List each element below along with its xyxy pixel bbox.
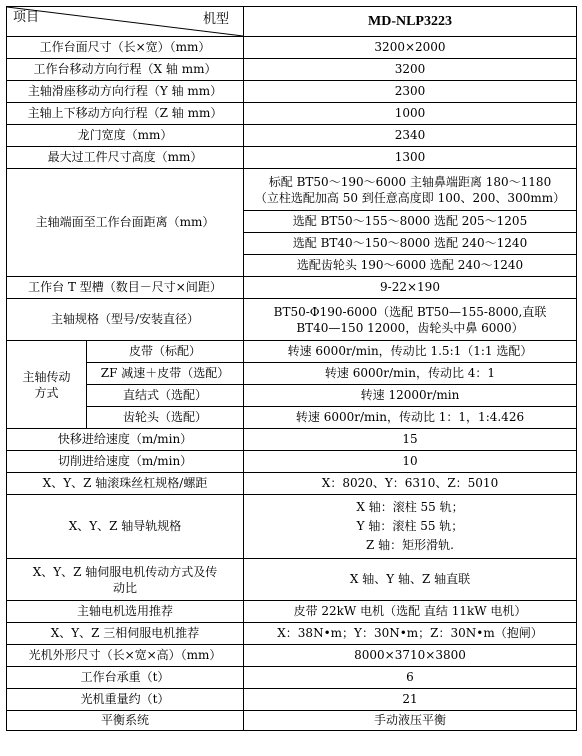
drive-label-line1: 主轴传动 — [22, 369, 71, 384]
row-value: 3200×2000 — [244, 37, 577, 59]
drive-type: 皮带（标配） — [87, 341, 244, 363]
guideway-line1: X 轴：滚柱 55 轨； — [356, 500, 464, 514]
row-value: 9-22×190 — [244, 277, 577, 299]
row-value: 皮带 22kW 电机（选配 直结 11kW 电机） — [244, 601, 577, 623]
row-value: 手动液压平衡 — [244, 711, 577, 731]
row-value: 1300 — [244, 147, 577, 169]
row-label: 工作台移动方向行程（X 轴 mm） — [7, 59, 244, 81]
drive-value: 转速 6000r/min，传动比 4：1 — [244, 363, 577, 385]
spindle-spec-line2: BT40—150 12000，齿轮头中鼻 6000） — [296, 320, 524, 335]
drive-label-line2: 方式 — [34, 385, 59, 400]
servo-drive-label — [7, 559, 244, 601]
table-row — [7, 429, 577, 451]
table-row — [7, 299, 577, 341]
row-label: 平衡系统 — [7, 711, 244, 731]
item-header-label: 项目 — [13, 10, 40, 25]
row-label: 最大过工件尺寸高度（mm） — [7, 147, 244, 169]
drive-value: 转速 6000r/min，传动比 1：1，1:4.426 — [244, 407, 577, 429]
table-row — [7, 169, 577, 211]
row-label: 工作台承重（t） — [7, 667, 244, 689]
spindle-distance-option: 选配 BT40～150～8000 选配 240～1240 — [244, 233, 577, 255]
row-label: 切削进给速度（m/min） — [7, 451, 244, 473]
drive-value: 转速 6000r/min，传动比 1.5:1（1:1 选配） — [244, 341, 577, 363]
table-row — [7, 59, 577, 81]
model-value: MD-NLP3223 — [244, 7, 577, 37]
table-row — [7, 37, 577, 59]
row-value: X 轴、Y 轴、Z 轴直联 — [244, 559, 577, 601]
row-value: X：38N•m；Y：30N•m；Z：30N•m（抱闸） — [244, 623, 577, 645]
row-value: 6 — [244, 667, 577, 689]
row-label: 光机重量约（t） — [7, 689, 244, 711]
row-value: 2300 — [244, 81, 577, 103]
drive-type: ZF 减速＋皮带（选配） — [87, 363, 244, 385]
row-label: 工作台 T 型槽（数目－尺寸×间距） — [7, 277, 244, 299]
spec-table — [6, 6, 577, 731]
table-row — [7, 385, 577, 407]
drive-label — [7, 341, 87, 429]
table-row — [7, 601, 577, 623]
table-row — [7, 147, 577, 169]
drive-type: 齿轮头（选配） — [87, 407, 244, 429]
spindle-spec-line1: BT50-Φ190-6000（选配 BT50—155-8000,直联 — [273, 304, 547, 319]
row-label: 光机外形尺寸（长×宽×高）（mm） — [7, 645, 244, 667]
model-header-label: 机型 — [202, 12, 229, 27]
row-value: 1000 — [244, 103, 577, 125]
table-row — [7, 277, 577, 299]
row-label: X、Y、Z 轴导轨规格 — [7, 495, 244, 559]
table-row — [7, 559, 577, 601]
table-row — [7, 495, 577, 559]
row-value: X：8020、Y：6310、Z：5010 — [244, 473, 577, 495]
spindle-distance-label: 主轴端面至工作台面距离（mm） — [7, 169, 244, 277]
row-label: X、Y、Z 三相伺服电机推荐 — [7, 623, 244, 645]
table-row — [7, 407, 577, 429]
row-value: 21 — [244, 689, 577, 711]
table-row — [7, 623, 577, 645]
header-diagonal-cell — [7, 7, 244, 37]
row-label: 主轴规格（型号/安装直径） — [7, 299, 244, 341]
table-row — [7, 363, 577, 385]
header-row — [7, 7, 577, 37]
spindle-spec-value — [244, 299, 577, 341]
servo-drive-label-line2: 动比 — [112, 580, 137, 595]
spindle-distance-standard-line1: 标配 BT50～190～6000 主轴鼻端距离 180～1180 — [268, 174, 552, 189]
table-row — [7, 667, 577, 689]
row-label: 主轴电机选用推荐 — [7, 601, 244, 623]
table-row — [7, 711, 577, 731]
row-value: 10 — [244, 451, 577, 473]
table-row — [7, 341, 577, 363]
row-value: 8000×3710×3800 — [244, 645, 577, 667]
table-row — [7, 81, 577, 103]
row-label: X、Y、Z 轴滚珠丝杠规格/螺距 — [7, 473, 244, 495]
row-label: 工作台面尺寸（长×宽）（mm） — [7, 37, 244, 59]
spindle-distance-standard — [244, 169, 577, 211]
row-label: 主轴上下移动方向行程（Z 轴 mm） — [7, 103, 244, 125]
guideway-line3: Z 轴：矩形滑轨. — [366, 538, 454, 552]
spindle-distance-standard-line2: （立柱选配加高 50 到任意高度即 100、200、300mm） — [254, 190, 566, 205]
row-value: 3200 — [244, 59, 577, 81]
row-value: 15 — [244, 429, 577, 451]
drive-value: 转速 12000r/min — [244, 385, 577, 407]
table-row — [7, 473, 577, 495]
spindle-distance-option: 选配 BT50～155～8000 选配 205～1205 — [244, 211, 577, 233]
spindle-distance-option: 选配齿轮头 190～6000 选配 240～1240 — [244, 255, 577, 277]
row-value: 2340 — [244, 125, 577, 147]
row-label: 主轴滑座移动方向行程（Y 轴 mm） — [7, 81, 244, 103]
servo-drive-label-line1: X、Y、Z 轴伺服电机传动方式及传 — [32, 564, 218, 579]
table-row — [7, 451, 577, 473]
table-row — [7, 103, 577, 125]
drive-type: 直结式（选配） — [87, 385, 244, 407]
row-label: 快移进给速度（m/min） — [7, 429, 244, 451]
table-row — [7, 689, 577, 711]
guideway-line2: Y 轴：滚柱 55 轨； — [356, 519, 464, 533]
row-label: 龙门宽度（mm） — [7, 125, 244, 147]
guideway-value — [244, 495, 577, 559]
table-row — [7, 645, 577, 667]
table-row — [7, 125, 577, 147]
